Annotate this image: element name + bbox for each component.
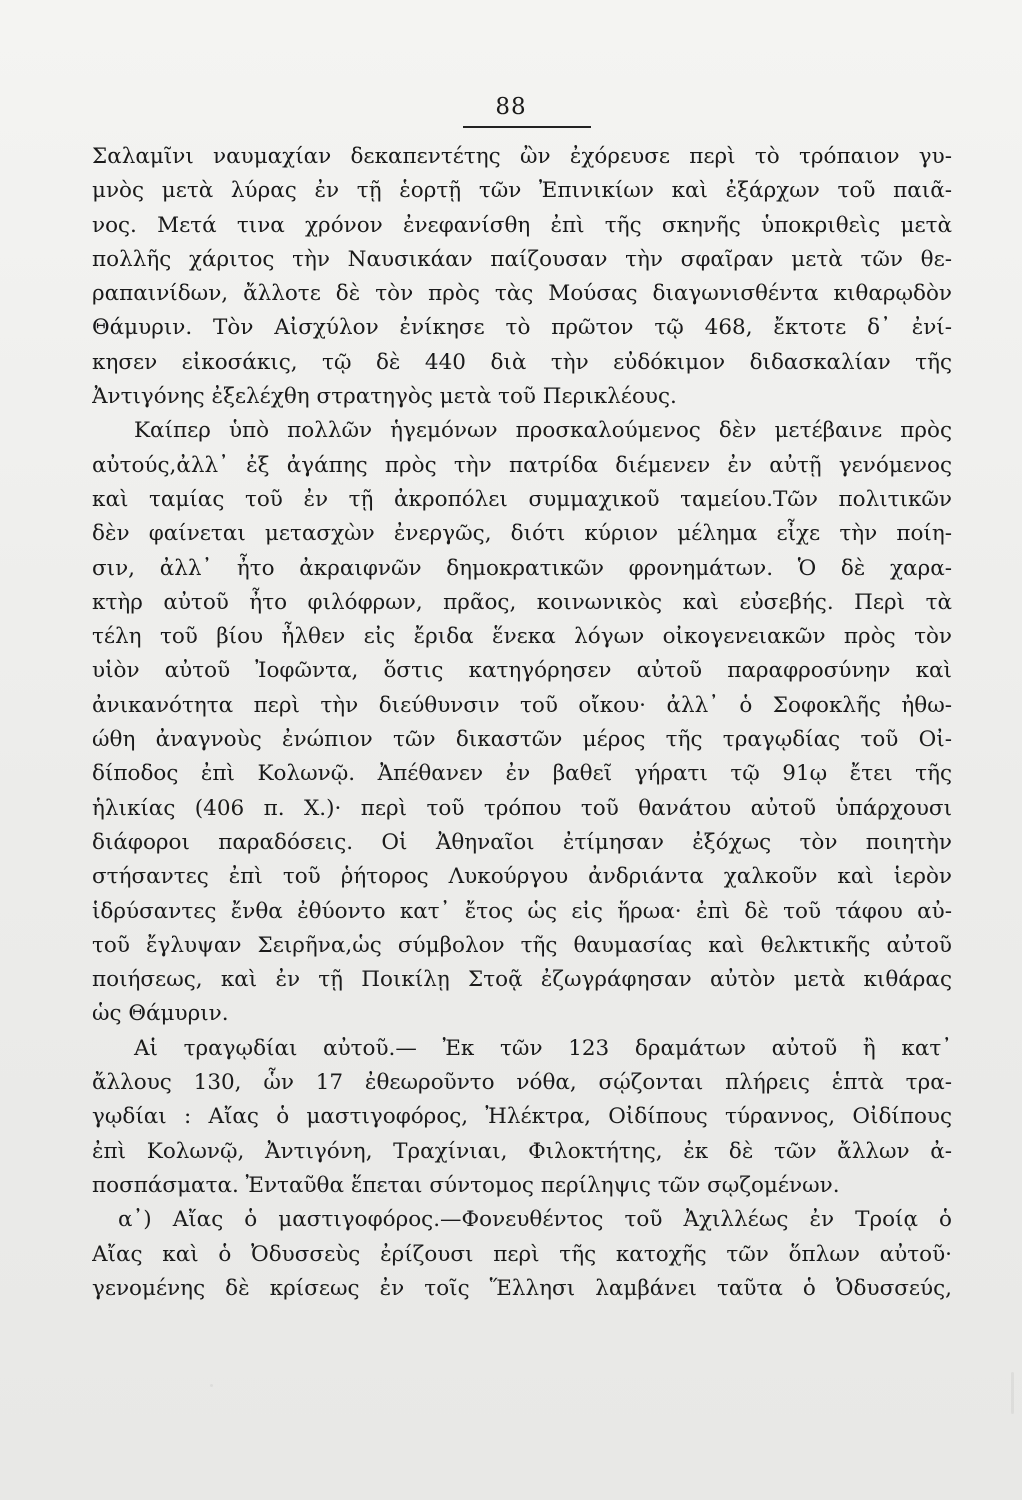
text-line: ἐπὶ Κολωνῷ, Ἀντιγόνη, Τραχίνιαι, Φιλοκτήτης, ἐκ δὲ τῶν ἄλλων ἀ- xyxy=(92,1138,952,1164)
text-line: δὲν φαίνεται μετασχὼν ἐνεργῶς, διότι κύριον μέλημα εἶχε τὴν ποίη- xyxy=(92,521,952,547)
text-line: στήσαντες ἐπὶ τοῦ ῥήτορος Λυκούργου ἀνδριάντα χαλκοῦν καὶ ἱερὸν xyxy=(92,864,952,890)
text-line: σιν, ἀλλ᾽ ἦτο ἀκραιφνῶν δημοκρατικῶν φρονημάτων. Ὁ δὲ χαρα- xyxy=(92,555,952,581)
text-line: Αἴας καὶ ὁ Ὀδυσσεὺς ἐρίζουσι περὶ τῆς κατοχῆς τῶν ὅπλων αὐτοῦ· xyxy=(92,1241,952,1267)
text-line: καὶ ταμίας τοῦ ἐν τῇ ἀκροπόλει συμμαχικοῦ ταμείου.Τῶν πολιτικῶν xyxy=(92,486,952,512)
text-line: κτὴρ αὐτοῦ ἦτο φιλόφρων, πρᾶος, κοινωνικὸς καὶ εὐσεβής. Περὶ τὰ xyxy=(92,589,952,615)
text-line: τοῦ ἔγλυψαν Σειρῆνα,ὡς σύμβολον τῆς θαυμασίας καὶ θελκτικῆς αὐτοῦ xyxy=(92,932,952,958)
text-line: Θάμυριν. Τὸν Αἰσχύλον ἐνίκησε τὸ πρῶτον τῷ 468, ἔκτοτε δ᾽ ἐνί- xyxy=(92,315,952,341)
text-line: ποσπάσματα. Ἐνταῦθα ἕπεται σύντομος περίληψις τῶν σῳζομένων. xyxy=(92,1172,840,1198)
text-line: ἀνικανότητα περὶ τὴν διεύθυνσιν τοῦ οἴκου· ἀλλ᾽ ὁ Σοφοκλῆς ἠθω- xyxy=(92,692,952,718)
header-rule xyxy=(463,126,591,128)
text-line: Σαλαμῖνι ναυμαχίαν δεκαπεντέτης ὢν ἐχόρευσε περὶ τὸ τρόπαιον γυ- xyxy=(92,144,952,169)
text-line: κησεν εἰκοσάκις, τῷ δὲ 440 διὰ τὴν εὐδόκιμον διδασκαλίαν τῆς xyxy=(92,349,952,375)
body-text xyxy=(92,140,952,1306)
text-line: Ἀντιγόνης ἐξελέχθη στρατηγὸς μετὰ τοῦ Περικλέους. xyxy=(92,384,677,410)
text-line: υἱὸν αὐτοῦ Ἰοφῶντα, ὅστις κατηγόρησεν αὐτοῦ παραφροσύνην καὶ xyxy=(92,658,952,684)
text-line: νος. Μετά τινα χρόνον ἐνεφανίσθη ἐπὶ τῆς σκηνῆς ὑποκριθεὶς μετὰ xyxy=(92,212,952,238)
text-line: δίποδος ἐπὶ Κολωνῷ. Ἀπέθανεν ἐν βαθεῖ γήρατι τῷ 91ῳ ἔτει τῆς xyxy=(92,761,952,787)
page-number: 88 xyxy=(495,94,527,120)
text-line: ραπαινίδων, ἄλλοτε δὲ τὸν πρὸς τὰς Μούσας διαγωνισθέντα κιθαρῳδὸν xyxy=(92,281,952,307)
text-line: μνὸς μετὰ λύρας ἐν τῇ ἑορτῇ τῶν Ἐπινικίων καὶ ἐξάρχων τοῦ παιᾶ- xyxy=(92,178,952,204)
text-line: πολλῆς χάριτος τὴν Ναυσικάαν παίζουσαν τὴν σφαῖραν μετὰ τῶν θε- xyxy=(92,246,952,272)
section-heading-line: Αἱ τραγῳδίαι αὐτοῦ.— Ἐκ τῶν 123 δραμάτων αὐτοῦ ἢ κατ᾽ xyxy=(134,1035,952,1061)
text-line: γῳδίαι : Αἴας ὁ μαστιγοφόρος, Ἠλέκτρα, Οἰδίπους τύραννος, Οἰδίπους xyxy=(92,1104,952,1130)
text-line: τέλη τοῦ βίου ἦλθεν εἰς ἔριδα ἕνεκα λόγων οἰκογενειακῶν πρὸς τὸν xyxy=(92,624,952,650)
text-line: αὐτούς,ἀλλ᾽ ἐξ ἀγάπης πρὸς τὴν πατρίδα διέμενεν ἐν αὐτῇ γενόμενος xyxy=(92,452,952,478)
scan-speck xyxy=(1011,1372,1014,1414)
text-line: ἡλικίας (406 π. Χ.)· περὶ τοῦ τρόπου τοῦ θανάτου αὐτοῦ ὑπάρχουσι xyxy=(92,795,952,821)
text-line: διάφοροι παραδόσεις. Οἱ Ἀθηναῖοι ἐτίμησαν ἐξόχως τὸν ποιητὴν xyxy=(92,829,952,855)
text-line: ὡς Θάμυριν. xyxy=(92,1001,229,1027)
text-line: ώθη ἀναγνοὺς ἐνώπιον τῶν δικαστῶν μέρος τῆς τραγῳδίας τοῦ Οἰ- xyxy=(92,727,952,753)
text-line: γενομένης δὲ κρίσεως ἐν τοῖς Ἕλλησι λαμβάνει ταῦτα ὁ Ὀδυσσεύς, xyxy=(92,1275,952,1301)
text-line: ποιήσεως, καὶ ἐν τῇ Ποικίλῃ Στοᾷ ἐζωγράφησαν αὐτὸν μετὰ κιθάρας xyxy=(92,967,952,993)
text-line: ἱδρύσαντες ἔνθα ἐθύοντο κατ᾽ ἔτος ὡς εἰς ἥρωα· ἐπὶ δὲ τοῦ τάφου αὐ- xyxy=(92,898,952,924)
paragraph-start-line: α᾽) Αἴας ὁ μαστιγοφόρος.—Φονευθέντος τοῦ Ἀχιλλέως ἐν Τροίᾳ ὁ xyxy=(118,1207,952,1233)
paragraph-start-line: Καίπερ ὑπὸ πολλῶν ἡγεμόνων προσκαλούμενος δὲν μετέβαινε πρὸς xyxy=(134,418,952,444)
text-line: ἄλλους 130, ὧν 17 ἐθεωροῦντο νόθα, σῴζονται πλήρεις ἑπτὰ τρα- xyxy=(92,1070,952,1096)
scan-speck xyxy=(210,1384,213,1387)
